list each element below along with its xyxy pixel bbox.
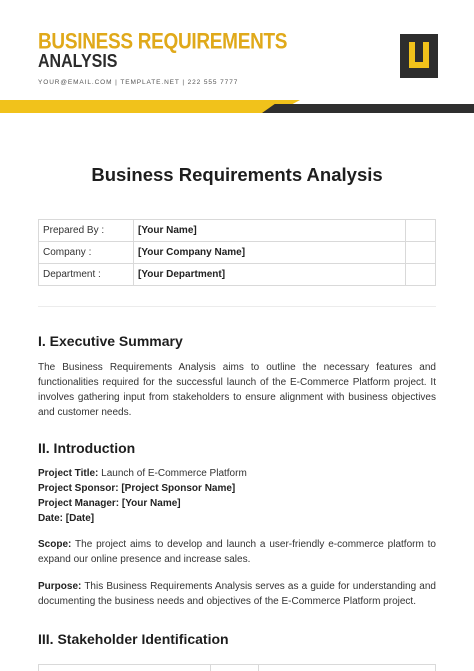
brand-logo-icon bbox=[400, 34, 438, 78]
stakeholder-table bbox=[38, 664, 436, 671]
heading-executive-summary: I. Executive Summary bbox=[38, 333, 183, 349]
info-empty-cell bbox=[406, 220, 436, 242]
scope-text: The project aims to develop and launch a user-friendly e-commerce platform to expand our online presence and increase sales. bbox=[38, 539, 436, 565]
executive-summary-text: The Business Requirements Analysis aims to outline the necessary features and functionalities required for the successful launch of the E-Commerce Platform project. It involves gathering input from stakeholders to ensure alignment with business objectives and customer needs. bbox=[38, 362, 436, 418]
logo-bar-bottom bbox=[409, 62, 429, 68]
info-value: [Your Department] bbox=[134, 264, 406, 286]
project-manager-line: Project Manager: [Your Name] bbox=[38, 498, 181, 509]
info-label: Department : bbox=[39, 264, 134, 286]
contact-info: YOUR@EMAIL.COM | TEMPLATE.NET | 222 555 7777 bbox=[38, 79, 239, 86]
scope-paragraph bbox=[38, 537, 436, 567]
project-title-value: Launch of E-Commerce Platform bbox=[101, 468, 247, 479]
header-stripe-dark bbox=[262, 104, 474, 113]
info-table bbox=[38, 219, 436, 286]
brand-title-line1: BUSINESS REQUIREMENTS bbox=[38, 30, 288, 55]
project-details bbox=[38, 466, 247, 526]
table-row bbox=[39, 220, 436, 242]
heading-stakeholder-identification: III. Stakeholder Identification bbox=[38, 631, 229, 647]
document-title: Business Requirements Analysis bbox=[91, 164, 383, 185]
table-row bbox=[39, 264, 436, 286]
scope-label: Scope: bbox=[38, 539, 72, 550]
project-title-line bbox=[38, 466, 247, 481]
date-line: Date: [Date] bbox=[38, 513, 95, 524]
purpose-label: Purpose: bbox=[38, 581, 82, 592]
purpose-text: This Business Requirements Analysis serves as a guide for understanding and documenting the business needs and objectives of the E-Commerce Platform project. bbox=[38, 581, 436, 607]
brand-title-line2: ANALYSIS bbox=[38, 52, 118, 72]
table-border bbox=[38, 665, 39, 671]
info-empty-cell bbox=[406, 242, 436, 264]
table-border bbox=[210, 665, 211, 671]
table-border bbox=[258, 665, 259, 671]
section-divider bbox=[38, 306, 436, 307]
heading-introduction: II. Introduction bbox=[38, 440, 136, 456]
table-border bbox=[435, 665, 436, 671]
info-label: Prepared By : bbox=[39, 220, 134, 242]
purpose-paragraph bbox=[38, 579, 436, 609]
info-value: [Your Company Name] bbox=[134, 242, 406, 264]
header-stripe-accent bbox=[0, 100, 300, 113]
info-empty-cell bbox=[406, 264, 436, 286]
info-label: Company : bbox=[39, 242, 134, 264]
table-row bbox=[39, 242, 436, 264]
logo-bar-right bbox=[423, 42, 429, 62]
project-title-label: Project Title: bbox=[38, 468, 99, 479]
info-value: [Your Name] bbox=[134, 220, 406, 242]
project-sponsor-line: Project Sponsor: [Project Sponsor Name] bbox=[38, 483, 236, 494]
document-header bbox=[0, 0, 474, 116]
